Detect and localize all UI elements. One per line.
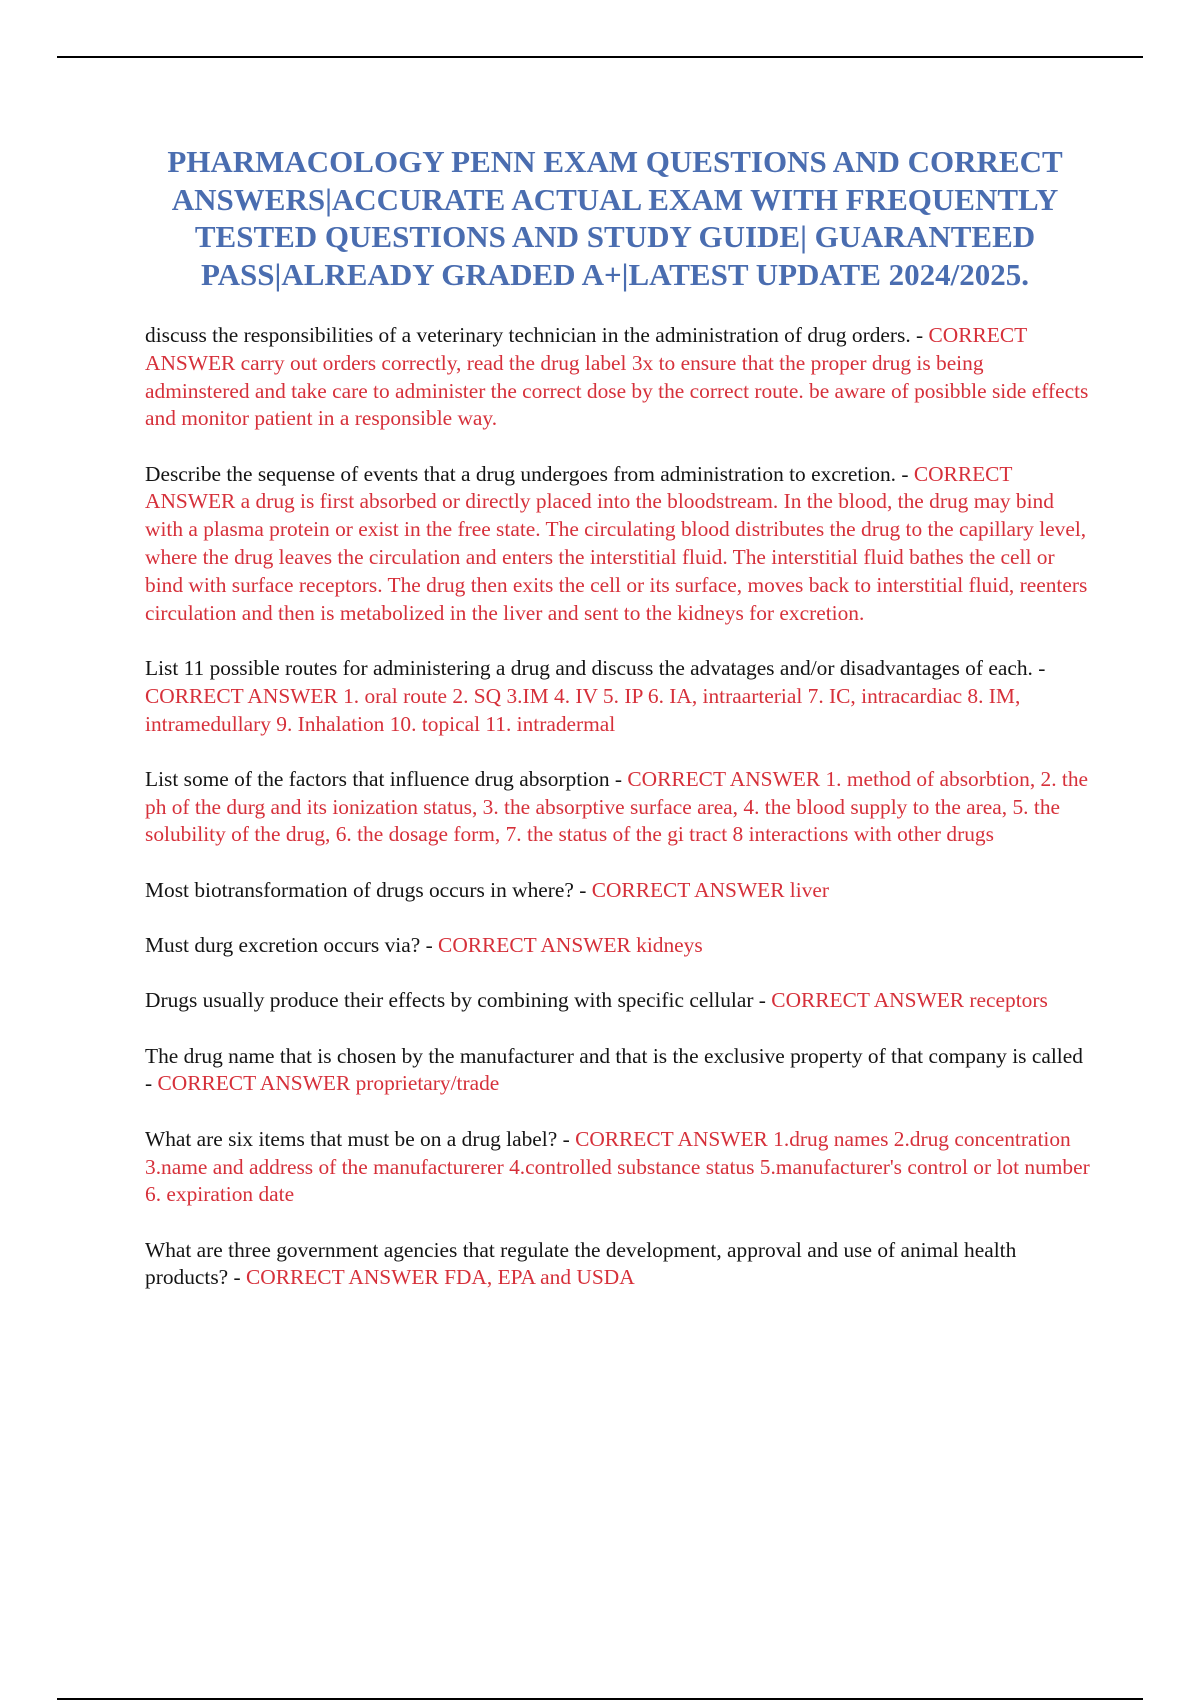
qa-item — [145, 987, 1090, 1015]
question-text: Most biotransformation of drugs occurs in where? - — [145, 877, 592, 902]
question-text: The drug name that is chosen by the manufacturer and that is the exclusive property of that company is called - — [145, 1043, 1083, 1096]
answer-text: CORRECT ANSWER kidneys — [438, 933, 703, 958]
qa-item — [145, 655, 1090, 738]
question-text: Drugs usually produce their effects by combining with specific cellular - — [145, 988, 772, 1013]
qa-item — [145, 1043, 1090, 1099]
question-text: List some of the factors that influence drug absorption - — [145, 766, 628, 791]
qa-item — [145, 1237, 1090, 1293]
answer-text: CORRECT ANSWER receptors — [771, 988, 1048, 1013]
answer-text: CORRECT ANSWER 1. method of absorbtion, 2. the ph of the durg and its ionization status, 3. the absorptive surface area, 4. the blood supply to the area, 5. the solubility of the drug, 6. the dosage form, 7. the status of the gi tract 8 interactions with other drugs — [145, 766, 1089, 847]
qa-list — [145, 322, 1090, 1320]
answer-text: CORRECT ANSWER FDA, EPA and USDA — [245, 1265, 635, 1290]
qa-item — [145, 766, 1090, 849]
question-text: discuss the responsibilities of a veterinary technician in the administration of drug orders. - — [145, 323, 929, 347]
answer-text: CORRECT ANSWER liver — [591, 877, 830, 902]
question-text: List 11 possible routes for administering a drug and discuss the advatages and/or disadvantages of each. - — [145, 655, 1046, 680]
question-text: Describe the sequense of events that a drug undergoes from administration to excretion. - — [145, 461, 914, 486]
answer-text: CORRECT ANSWER 1.drug names 2.drug concentration 3.name and address of the manufacturerer 4.controlled substance status 5.manufacturer's control or lot number 6. expiration date — [145, 1126, 1090, 1207]
top-rule — [57, 56, 1143, 58]
question-text: What are three government agencies that regulate the development, approval and use of animal health products? - — [145, 1237, 1017, 1290]
answer-text: CORRECT ANSWER 1. oral route 2. SQ 3.IM 4. IV 5. IP 6. IA, intraarterial 7. IC, intracardiac 8. IM, intramedullary 9. Inhalation 10. topical 11. intradermal — [145, 683, 1021, 736]
answer-text: CORRECT ANSWER carry out orders correctly, read the drug label 3x to ensure that the proper drug is being adminstered and take care to administer the correct dose by the correct route. be aware of posibble side effects and monitor patient in a responsible way. — [145, 323, 1089, 431]
answer-text: CORRECT ANSWER a drug is first absorbed or directly placed into the bloodstream. In the blood, the drug may bind with a plasma protein or exist in the free state. The circulating blood distributes the drug to the capillary level, where the drug leaves the circulation and enters the interstitial fluid. The interstitial fluid bathes the cell or bind with surface receptors. The drug then exits the cell or its surface, moves back to interstitial fluid, reenters circulation and then is metabolized in the liver and sent to the kidneys for excretion. — [145, 461, 1088, 625]
qa-item — [145, 1126, 1090, 1209]
qa-item — [145, 932, 1090, 960]
answer-text: CORRECT ANSWER proprietary/trade — [157, 1071, 500, 1096]
question-text: What are six items that must be on a drug label? - — [145, 1126, 576, 1151]
qa-item — [145, 461, 1090, 628]
qa-item — [145, 877, 1090, 905]
document-title: PHARMACOLOGY PENN EXAM QUESTIONS AND CORRECT ANSWERS|ACCURATE ACTUAL EXAM WITH FREQUENTLY TESTED QUESTIONS AND STUDY GUIDE| GUARANTEED PASS|ALREADY GRADED A+|LATEST UPDATE 2024/2025. — [167, 144, 1063, 292]
question-text: Must durg excretion occurs via? - — [145, 933, 439, 958]
qa-item — [145, 322, 1090, 433]
